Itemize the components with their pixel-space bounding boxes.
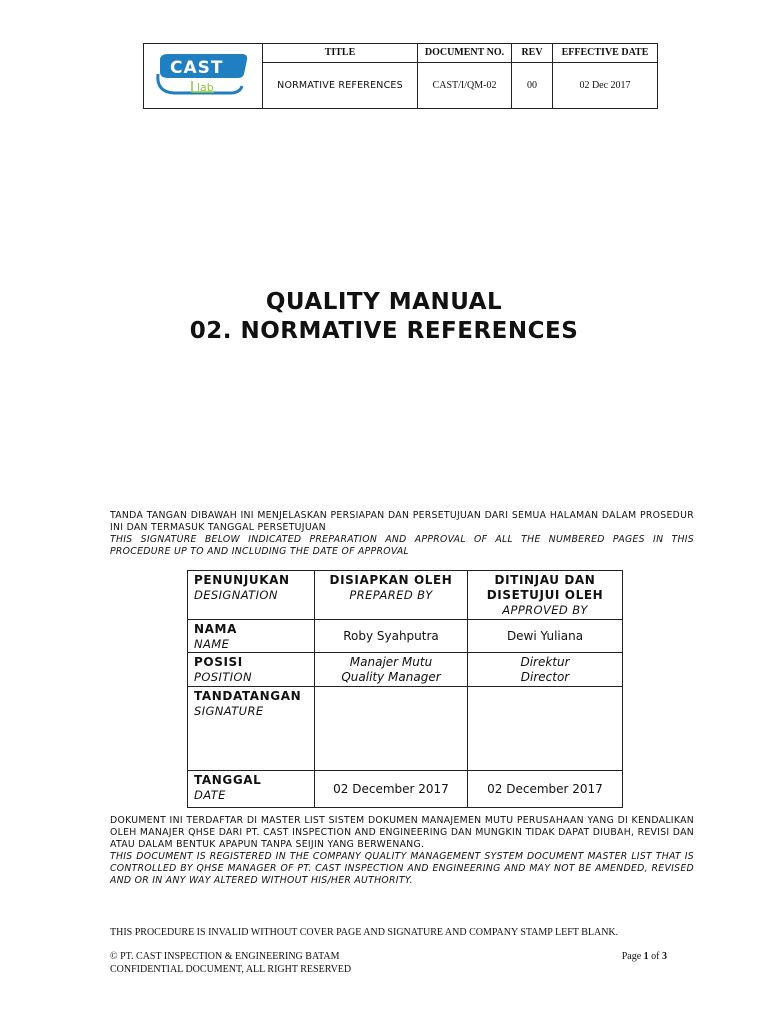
signature-intro-en: THIS SIGNATURE BELOW INDICATED PREPARATION AND APPROVAL OF ALL THE NUMBERED PAGES IN THIS PROCEDURE UP TO AND INCLUDING THE DATE OF APPROVAL xyxy=(110,534,694,557)
name-row-label: NAMA NAME xyxy=(188,620,315,653)
header-effective-date-value: 02 Dec 2017 xyxy=(553,62,658,108)
confidential-line: CONFIDENTIAL DOCUMENT, ALL RIGHT RESERVED xyxy=(110,964,352,975)
approved-by-name: Dewi Yuliana xyxy=(468,620,623,653)
header-col-rev: REV xyxy=(512,44,553,63)
page-number: Page 1 of 3 xyxy=(621,951,667,962)
date-row-label: TANGGAL DATE xyxy=(188,771,315,808)
header-col-title: TITLE xyxy=(263,44,418,63)
approved-by-header: DITINJAU DAN DISETUJUI OLEH APPROVED BY xyxy=(468,571,623,620)
registration-notice xyxy=(110,815,694,887)
designation-header: PENUNJUKAN DESIGNATION xyxy=(188,571,315,620)
registration-notice-en: THIS DOCUMENT IS REGISTERED IN THE COMPANY QUALITY MANAGEMENT SYSTEM DOCUMENT MASTER LIST THAT IS CONTROLLED BY QHSE MANAGER OF PT. CAST INSPECTION AND ENGINEERING AND MAY NOT BE AMENDED, REVISED AND OR IN ANY WAY ALTERED WITHOUT HIS/HER AUTHORITY. xyxy=(110,851,694,886)
document-header-table xyxy=(143,43,658,109)
svg-text:lab: lab xyxy=(197,81,214,94)
position-row-label: POSISI POSITION xyxy=(188,653,315,687)
copyright-line: © PT. CAST INSPECTION & ENGINEERING BATAM xyxy=(110,951,340,962)
header-title-value: NORMATIVE REFERENCES xyxy=(263,62,418,108)
signature-table xyxy=(187,570,623,808)
prepared-by-header: DISIAPKAN OLEH PREPARED BY xyxy=(315,571,468,620)
prepared-by-date: 02 December 2017 xyxy=(315,771,468,808)
header-col-effective-date: EFFECTIVE DATE xyxy=(553,44,658,63)
header-col-docno: DOCUMENT NO. xyxy=(418,44,512,63)
signature-intro-id: TANDA TANGAN DIBAWAH INI MENJELASKAN PERSIAPAN DAN PERSETUJUAN DARI SEMUA HALAMAN DALAM PROSEDUR INI DAN TERMASUK TANGGAL PERSETUJUAN xyxy=(110,510,694,533)
svg-text:CAST: CAST xyxy=(170,58,224,78)
cast-lab-logo xyxy=(144,44,262,104)
document-title-line1: QUALITY MANUAL xyxy=(265,289,503,315)
invalid-procedure-notice: THIS PROCEDURE IS INVALID WITHOUT COVER PAGE AND SIGNATURE AND COMPANY STAMP LEFT BLANK. xyxy=(110,927,619,938)
approved-by-date: 02 December 2017 xyxy=(468,771,623,808)
header-docno-value: CAST/I/QM-02 xyxy=(418,62,512,108)
logo-cell xyxy=(144,44,263,109)
prepared-by-signature-box xyxy=(315,687,468,771)
signature-intro xyxy=(110,510,694,558)
document-title-line2: 02. NORMATIVE REFERENCES xyxy=(189,318,579,344)
signature-row-label: TANDATANGAN SIGNATURE xyxy=(188,687,315,771)
header-rev-value: 00 xyxy=(512,62,553,108)
prepared-by-position: Manajer Mutu Quality Manager xyxy=(315,653,468,687)
approved-by-signature-box xyxy=(468,687,623,771)
approved-by-position: Direktur Director xyxy=(468,653,623,687)
registration-notice-id: DOKUMENT INI TERDAFTAR DI MASTER LIST SISTEM DOKUMEN MANAJEMEN MUTU PERUSAHAAN YANG DI KENDALIKAN OLEH MANAJER QHSE DARI PT. CAST INSPECTION AND ENGINEERING DAN MUNGKIN TIDAK DAPAT DIUBAH, REVISI DAN ATAU DALAM BENTUK APAPUN TANPA SEIJIN YANG BERWENANG. xyxy=(110,815,694,850)
prepared-by-name: Roby Syahputra xyxy=(315,620,468,653)
